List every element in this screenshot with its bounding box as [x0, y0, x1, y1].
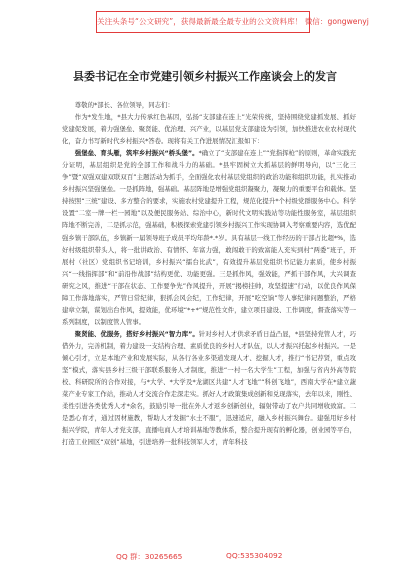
paragraph-text: 作为*发生地，*县大力传承红色基因，弘扬“支部建在连上”光荣传统，坚持围绕党建抓发展、抓好党建促发展，着力强堡垒、聚贤能、优治理、兴产业，以基层党支部建设为引领，加快推进农业农村现代化，奋力书写新时代乡村振兴*答卷。现将有关工作进展情况汇报如下：: [62, 113, 356, 146]
header-banner: 关注头条号“公文研究”，获得最新最全最专业的公文资料库！ 微信：gongwenyj: [96, 11, 310, 33]
footer-qq: QQ:535304092: [226, 551, 283, 560]
body-paragraph: [62, 111, 356, 147]
paragraph-text: *确立了“支部建在连上”“党指挥枪”的原则，革命实践充分证明，基层组织是党的全部工作和战斗力的基础。*县牢固树立大抓基层的鲜明导向，以“三化三争”暨“双强双建双联双百”主题活动为抓手，全面强化农村基层党组织的政治功能和组织功能，扎实推动乡村振兴坚强堡垒。一是抓阵地，强基础。基层阵地是增强党组织凝聚力，凝聚力的重要平台和载体。坚持按照“三统”建设、多方整合的要求，实施农村党建提升工程，规范化提升*个村级党群服务中心。科学设置“二室一牌一栏一园地”以及便民服务站、综治中心，新时代文明实践站等功能性服务室，基层组织阵地不断完善，二是抓示范，强基础，积极探索党建引领乡村振兴工作实现协调入考察重要内容，选优配强乡镇干部队伍，乡镇新一届领导班子成员平均年龄*.*岁。具有基层一线工作经历的干部占比超*%，选好村级组织带头人，将一批讲政治、有情怀、年富力强，敢闯敢干的致富能人充实到村“两委”班子，开展村（社区）党组织书记培训，乡村振兴“擂台比武”，有效提升基层党组织书记能力素质，使乡村振兴“一线指挥部”和“前沿作战部”结构更优、功能更强。三是抓作风，强效能，严抓干部作风，大兴调查研究之风，推进“干部在状态、工作要争先”作风提升，开展“揭榜挂帅，攻坚提速”行动，以优良作风保障工作落地落实，严管日常纪律，狠抓会风会纪，工作纪律，开展“吃空饷”等人事纪律问题整治，严格建章立制，谋划出台作风，提效能，优环境“*+*”规范性文件，建立项目建设、工作调度，督查落实等一系列制度，以制度管人管事。: [62, 149, 357, 326]
section-heading: 聚贤能、优服务，搭好乡村振兴“智力库”。: [74, 329, 199, 338]
body-paragraph: [62, 147, 356, 328]
document-title: 县委书记在全市党建引领乡村振兴工作座谈会上的发言: [73, 70, 337, 83]
footer-qq-group: QQ 群：30265665: [116, 552, 183, 561]
section-heading: 强堡垒、育头雁，筑牢乡村振兴“桥头堡”。: [74, 149, 199, 158]
salutation: 尊敬的*部长、各位领导，同志们：: [74, 101, 174, 109]
document-body: [62, 99, 356, 448]
paragraph-text: 针对乡村人才供求矛盾日益凸显，*县坚持党管人才，巧借外力，完善机制，着力建设一支结构合理、素质优良的乡村人才队伍，以人才振兴托起乡村振兴。一是倾心引才，立足本地产业和发展实际，从各行各业多渠道发现人才、挖掘人才，推行“书记荐贤，重点攻坚”模式，落实县乡村三级干部联系服务人才制度，推进“一村一名大学生”工程，加强与省内外高等院校、科研院所的合作对接，与*大学、*大学及*龙湖区共建“人才飞地”“科创飞地”，西南大学在*建立蔬菜产业专家工作站，推动人才交流合作走深走实。抓好人才政策集成创新和兑现落实，去年以来，刚性、柔性引进各类优秀人才*余名，鼓励引导一批在外人才返乡创新创业，辐射带动了农户共同增收致富。二是悉心育才，通过因材施教，帮助人才发掘“水土不服”，迅速适应，融入乡村振兴舞台。建强用好乡村振兴学院，青年人才党支部，直播电商人才培训基地等教体系，整合提升现有的孵化器，创业园等平台，打造工业园区“双创”基地，引进培养一批科技领军人才，青年科技: [62, 329, 356, 447]
footer: [0, 551, 408, 569]
body-paragraph: [62, 328, 356, 448]
